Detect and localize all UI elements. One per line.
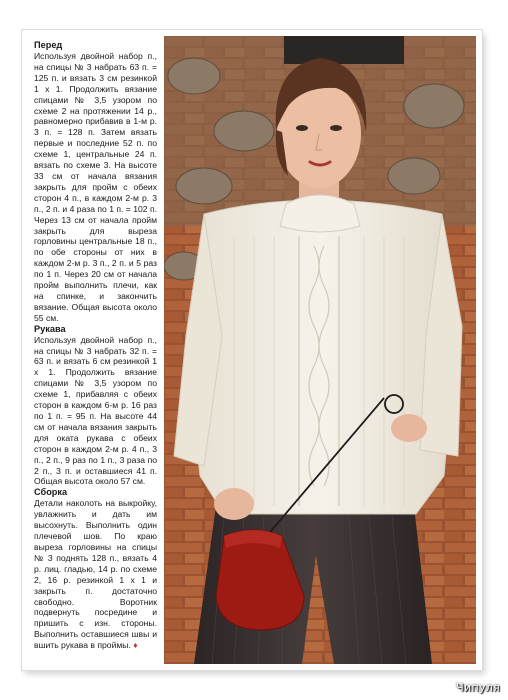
section-heading-assembly: Сборка xyxy=(34,487,68,498)
section-heading-front: Перед xyxy=(34,40,63,50)
end-mark-icon: ♦ xyxy=(133,640,138,651)
model-photo xyxy=(164,36,476,664)
instructions-column xyxy=(34,40,157,651)
section-body-assembly xyxy=(34,498,157,651)
section-body-sleeves: Используя двойной набор п., на спицы № 3 набрать 32 п. = 63 п. и вязать 6 см резинкой 1 x 1. Продолжить вязание спицами № 3,5 узором по схеме 1, прибавляя с обеих сторон в каждом 6-м р. 16 раз по 1 п. = 95 п. На высоте 44 см от начала вязания закрыть для оката рукава с обеих сторон в каждом 2-м р. 4 п., 3 п., 2 п., 9 раз по 1 п., 3 раза по 2 п., 3 п. и оставшиеся 41 п. Общая высота около 57 см. xyxy=(34,334,157,487)
watermark-text: Чипуля xyxy=(456,681,500,694)
section-body-front: Используя двойной набор п., на спицы № 3 набрать 63 п. = 125 п. и вязать 3 см резинкой 1 x 1. Продолжить вязание спицами № 3,5 узором по схеме 2 на протяжении 14 р., равномерно прибавив в 1-м р. 3 п. = 128 п. Затем вязать первые и последние 52 п. по схеме 1, центральные 24 п. вязать по схеме 3. На высоте 33 см от начала вязания закрыть для пройм с обеих сторон 4 п., в каждом 2-м р. 3 п., 2 п. и 4 раза по 1 п. = 102 п. Через 13 см от начала пройм закрыть для выреза горловины центральные 18 п., по обе стороны от них в каждом 2-м р. 3 п., 2 п. и 5 раз по 1 п. Через 20 см от начала пройм выполнить плечи, как на спинке, и закончить вязание. Общая высота около 55 см. xyxy=(34,51,157,323)
section-heading-sleeves: Рукава xyxy=(34,323,66,334)
assembly-text: Детали наколоть на выкройку, увлажнить и дать им высохнуть. Выполнить один плечевой шов. По краю выреза горловины на спицы № 3 поднять 128 п., вязать 4 р. лиц. гладью, 14 р. по схеме 2, 16 р. резинкой 1 x 1 и закрыть п. достаточно свободно. Воротник подвернуть посредине и пришить с изн. стороны. Выполнить оставшиеся швы и вшить рукава в проймы. xyxy=(34,498,157,651)
